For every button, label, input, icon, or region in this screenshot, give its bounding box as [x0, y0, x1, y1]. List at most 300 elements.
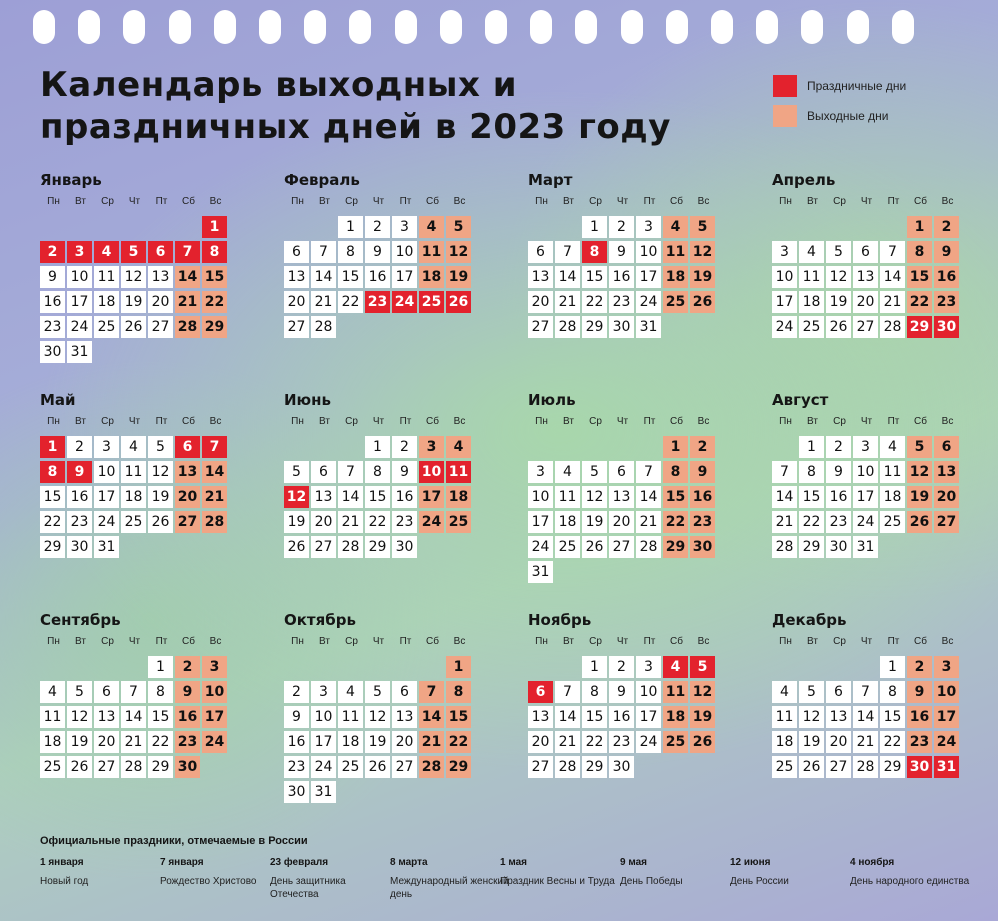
day-cell: 13	[528, 266, 553, 288]
day-cell-weekend: 17	[419, 486, 444, 508]
day-cell: 21	[880, 291, 905, 313]
day-cell: 25	[338, 756, 363, 778]
day-cell: 23	[284, 756, 309, 778]
day-cell: 13	[826, 706, 851, 728]
legend-label-weekend: Выходные дни	[807, 109, 889, 123]
day-cell-holiday: 7	[202, 436, 227, 458]
legend-item-holiday	[773, 75, 906, 97]
day-cell: 24	[636, 291, 661, 313]
weekday-label: Пн	[779, 636, 792, 647]
empty-cell	[826, 656, 851, 678]
empty-cell	[555, 216, 580, 238]
empty-cell	[284, 656, 309, 678]
day-cell: 8	[338, 241, 363, 263]
empty-cell	[121, 216, 146, 238]
weekday-label: Вт	[563, 416, 574, 427]
weekday-label: Сб	[182, 196, 195, 207]
day-cell: 27	[528, 316, 553, 338]
day-cell: 16	[826, 486, 851, 508]
day-cell: 8	[880, 681, 905, 703]
empty-cell	[392, 656, 417, 678]
day-cell-weekend: 10	[934, 681, 959, 703]
day-cell: 12	[67, 706, 92, 728]
day-cell-holiday: 5	[690, 656, 715, 678]
weekday-label: Пт	[155, 636, 168, 647]
day-cell: 9	[365, 241, 390, 263]
weekday-label: Ср	[101, 636, 114, 647]
empty-cell	[338, 656, 363, 678]
day-cell: 16	[67, 486, 92, 508]
weekday-label: Вт	[807, 636, 818, 647]
weekday-label: Чт	[128, 196, 141, 207]
day-cell: 25	[880, 511, 905, 533]
day-cell-weekend: 9	[907, 681, 932, 703]
day-cell: 7	[555, 681, 580, 703]
day-cell: 27	[826, 756, 851, 778]
day-cell-weekend: 29	[202, 316, 227, 338]
empty-cell	[284, 216, 309, 238]
empty-cell	[880, 216, 905, 238]
day-cell: 15	[148, 706, 173, 728]
day-cell: 24	[636, 731, 661, 753]
weekday-label: Чт	[372, 196, 385, 207]
weekday-label: Пн	[47, 416, 60, 427]
day-cell: 27	[528, 756, 553, 778]
day-cell: 22	[799, 511, 824, 533]
day-cell: 6	[826, 681, 851, 703]
day-cell-weekend: 29	[446, 756, 471, 778]
weekday-label: Вт	[563, 636, 574, 647]
day-cell: 23	[67, 511, 92, 533]
day-cell: 18	[772, 731, 797, 753]
weekday-label: Ср	[345, 196, 358, 207]
day-cell-weekend: 19	[690, 266, 715, 288]
day-cell-weekend: 1	[663, 436, 688, 458]
day-cell: 17	[853, 486, 878, 508]
day-cell-weekend: 23	[690, 511, 715, 533]
weekday-label: Вт	[75, 196, 86, 207]
weekday-label: Пн	[291, 196, 304, 207]
day-cell: 13	[311, 486, 336, 508]
day-cell: 13	[609, 486, 634, 508]
binder-ring	[349, 10, 371, 44]
weekday-label: Пт	[399, 636, 412, 647]
month-calendar	[284, 389, 514, 558]
month-calendar	[528, 169, 758, 338]
day-cell-weekend: 5	[907, 436, 932, 458]
day-cell-weekend: 30	[175, 756, 200, 778]
holiday-name: Новый год	[40, 876, 89, 887]
holiday-item	[390, 857, 510, 901]
weekday-label: Пт	[887, 636, 900, 647]
day-cell: 6	[392, 681, 417, 703]
day-cell-holiday: 8	[582, 241, 607, 263]
day-cell: 17	[311, 731, 336, 753]
day-cell: 27	[311, 536, 336, 558]
day-cell: 1	[582, 216, 607, 238]
day-cell: 20	[609, 511, 634, 533]
empty-cell	[284, 436, 309, 458]
holiday-name: День России	[730, 876, 789, 887]
weekday-label: Вс	[209, 416, 222, 427]
day-cell: 6	[94, 681, 119, 703]
day-cell-weekend: 15	[907, 266, 932, 288]
day-cell: 10	[67, 266, 92, 288]
weekday-label: Сб	[914, 636, 927, 647]
binder-ring	[847, 10, 869, 44]
binder-ring	[666, 10, 688, 44]
day-cell-weekend: 4	[419, 216, 444, 238]
day-cell: 5	[826, 241, 851, 263]
legend-swatch-holiday	[773, 75, 797, 97]
day-cell-weekend: 23	[175, 731, 200, 753]
day-cell: 6	[311, 461, 336, 483]
day-cell: 26	[582, 536, 607, 558]
day-cell: 25	[121, 511, 146, 533]
binder-ring	[169, 10, 191, 44]
day-cell: 2	[826, 436, 851, 458]
binder-ring	[711, 10, 733, 44]
weekday-label: Чт	[128, 416, 141, 427]
weekday-label: Чт	[616, 416, 629, 427]
day-cell-holiday: 24	[392, 291, 417, 313]
day-cell: 21	[853, 731, 878, 753]
month-name: Июль	[528, 391, 576, 409]
day-cell: 5	[284, 461, 309, 483]
day-cell: 8	[582, 681, 607, 703]
empty-cell	[40, 216, 65, 238]
day-cell-weekend: 11	[419, 241, 444, 263]
weekday-label: Пт	[643, 416, 656, 427]
day-cell-holiday: 6	[175, 436, 200, 458]
weekday-label: Вт	[319, 196, 330, 207]
day-grid	[772, 216, 998, 338]
day-cell: 23	[826, 511, 851, 533]
day-cell: 19	[365, 731, 390, 753]
day-cell-weekend: 3	[934, 656, 959, 678]
empty-cell	[175, 216, 200, 238]
empty-cell	[67, 656, 92, 678]
weekday-label: Вс	[697, 636, 710, 647]
day-cell: 23	[609, 731, 634, 753]
binder-rings	[0, 0, 998, 50]
day-cell: 14	[880, 266, 905, 288]
day-cell-weekend: 2	[934, 216, 959, 238]
day-cell-weekend: 27	[175, 511, 200, 533]
day-cell-weekend: 18	[663, 266, 688, 288]
binder-ring	[214, 10, 236, 44]
empty-cell	[826, 216, 851, 238]
day-cell: 14	[636, 486, 661, 508]
day-cell: 19	[582, 511, 607, 533]
day-cell-weekend: 10	[202, 681, 227, 703]
official-holidays	[40, 835, 970, 900]
day-cell: 9	[609, 681, 634, 703]
day-cell: 2	[284, 681, 309, 703]
weekday-header	[772, 635, 998, 655]
empty-cell	[609, 436, 634, 458]
day-cell: 27	[392, 756, 417, 778]
weekday-label: Вт	[319, 416, 330, 427]
day-cell-weekend: 22	[446, 731, 471, 753]
day-cell: 21	[555, 731, 580, 753]
binder-ring	[33, 10, 55, 44]
day-cell: 5	[148, 436, 173, 458]
day-cell-holiday: 2	[40, 241, 65, 263]
day-cell-weekend: 16	[175, 706, 200, 728]
day-cell-holiday: 1	[202, 216, 227, 238]
day-cell: 10	[94, 461, 119, 483]
day-cell: 9	[284, 706, 309, 728]
day-cell: 2	[392, 436, 417, 458]
weekday-label: Пт	[887, 416, 900, 427]
day-cell-holiday: 1	[40, 436, 65, 458]
day-cell: 27	[853, 316, 878, 338]
empty-cell	[555, 656, 580, 678]
weekday-label: Ср	[589, 416, 602, 427]
weekday-label: Вс	[941, 416, 954, 427]
day-cell-weekend: 28	[202, 511, 227, 533]
day-cell: 3	[636, 656, 661, 678]
day-cell: 2	[609, 216, 634, 238]
day-cell-weekend: 14	[202, 461, 227, 483]
day-cell: 4	[799, 241, 824, 263]
day-cell-weekend: 26	[690, 291, 715, 313]
day-cell: 13	[148, 266, 173, 288]
day-cell-weekend: 30	[690, 536, 715, 558]
day-cell: 19	[148, 486, 173, 508]
day-cell: 26	[826, 316, 851, 338]
day-cell: 10	[528, 486, 553, 508]
day-cell-weekend: 21	[202, 486, 227, 508]
day-cell: 29	[799, 536, 824, 558]
weekday-label: Вс	[697, 416, 710, 427]
day-cell-weekend: 8	[907, 241, 932, 263]
day-cell: 19	[284, 511, 309, 533]
day-cell-weekend: 19	[446, 266, 471, 288]
day-cell: 7	[121, 681, 146, 703]
day-cell-weekend: 12	[446, 241, 471, 263]
day-cell-weekend: 21	[419, 731, 444, 753]
day-cell: 8	[799, 461, 824, 483]
day-cell: 26	[365, 756, 390, 778]
day-cell: 3	[528, 461, 553, 483]
day-cell-weekend: 4	[663, 216, 688, 238]
weekday-label: Пн	[779, 416, 792, 427]
day-cell: 18	[799, 291, 824, 313]
day-cell: 30	[67, 536, 92, 558]
day-cell: 10	[772, 266, 797, 288]
holiday-item	[40, 857, 160, 888]
day-cell-weekend: 4	[446, 436, 471, 458]
day-cell: 13	[284, 266, 309, 288]
binder-ring	[756, 10, 778, 44]
day-cell: 19	[799, 731, 824, 753]
day-cell: 6	[528, 241, 553, 263]
day-cell: 21	[555, 291, 580, 313]
day-cell: 28	[772, 536, 797, 558]
day-cell: 6	[284, 241, 309, 263]
day-cell: 1	[338, 216, 363, 238]
weekday-label: Ср	[345, 416, 358, 427]
empty-cell	[772, 216, 797, 238]
day-grid	[40, 436, 270, 558]
weekday-label: Пн	[47, 636, 60, 647]
holiday-name: День защитника Отечества	[270, 876, 346, 900]
day-cell: 29	[582, 756, 607, 778]
weekday-label: Сб	[670, 196, 683, 207]
holiday-item	[850, 857, 970, 888]
day-cell: 26	[121, 316, 146, 338]
holiday-name: Международный женский день	[390, 876, 509, 900]
day-cell: 30	[609, 316, 634, 338]
day-cell: 29	[880, 756, 905, 778]
weekday-label: Пт	[155, 196, 168, 207]
weekday-label: Ср	[589, 196, 602, 207]
binder-ring	[78, 10, 100, 44]
empty-cell	[528, 436, 553, 458]
weekday-label: Вт	[75, 416, 86, 427]
binder-ring	[892, 10, 914, 44]
day-grid	[528, 216, 758, 338]
day-cell: 28	[636, 536, 661, 558]
day-cell-weekend: 24	[934, 731, 959, 753]
day-cell: 31	[67, 341, 92, 363]
day-cell-weekend: 22	[907, 291, 932, 313]
weekday-label: Вт	[563, 196, 574, 207]
day-cell-weekend: 18	[663, 706, 688, 728]
day-cell: 11	[94, 266, 119, 288]
day-cell-weekend: 16	[934, 266, 959, 288]
day-cell: 25	[799, 316, 824, 338]
day-cell-weekend: 22	[202, 291, 227, 313]
empty-cell	[311, 216, 336, 238]
day-cell: 19	[67, 731, 92, 753]
empty-cell	[772, 436, 797, 458]
day-cell: 2	[67, 436, 92, 458]
weekday-label: Пн	[779, 196, 792, 207]
day-cell: 31	[636, 316, 661, 338]
day-cell-weekend: 8	[446, 681, 471, 703]
weekday-label: Вс	[453, 416, 466, 427]
day-cell: 18	[338, 731, 363, 753]
empty-cell	[636, 436, 661, 458]
day-cell: 12	[121, 266, 146, 288]
day-cell: 30	[826, 536, 851, 558]
day-cell: 5	[365, 681, 390, 703]
day-cell: 25	[555, 536, 580, 558]
day-cell-weekend: 5	[446, 216, 471, 238]
day-cell-weekend: 13	[934, 461, 959, 483]
weekday-label: Пн	[47, 196, 60, 207]
day-cell: 22	[880, 731, 905, 753]
day-grid	[772, 656, 998, 778]
weekday-label: Чт	[128, 636, 141, 647]
day-cell-holiday: 9	[67, 461, 92, 483]
legend-swatch-weekend	[773, 105, 797, 127]
day-cell-holiday: 26	[446, 291, 471, 313]
day-cell: 30	[40, 341, 65, 363]
day-cell-holiday: 5	[121, 241, 146, 263]
day-cell: 8	[148, 681, 173, 703]
day-cell-weekend: 1	[907, 216, 932, 238]
day-cell: 26	[148, 511, 173, 533]
weekday-label: Чт	[860, 196, 873, 207]
holiday-date: 9 мая	[620, 857, 648, 868]
weekday-label: Сб	[182, 416, 195, 427]
weekday-label: Ср	[833, 416, 846, 427]
day-cell: 19	[121, 291, 146, 313]
binder-ring	[440, 10, 462, 44]
day-cell: 6	[609, 461, 634, 483]
day-cell-weekend: 5	[690, 216, 715, 238]
day-cell-holiday: 30	[934, 316, 959, 338]
holiday-name: Праздник Весны и Труда	[500, 876, 615, 887]
empty-cell	[555, 436, 580, 458]
day-cell: 22	[582, 291, 607, 313]
day-cell: 31	[528, 561, 553, 583]
day-cell: 16	[609, 706, 634, 728]
binder-ring	[621, 10, 643, 44]
day-cell: 28	[880, 316, 905, 338]
day-cell-weekend: 15	[202, 266, 227, 288]
day-cell: 27	[94, 756, 119, 778]
day-cell: 27	[148, 316, 173, 338]
day-cell: 20	[528, 291, 553, 313]
holiday-date: 4 ноября	[850, 857, 895, 868]
empty-cell	[365, 656, 390, 678]
day-cell: 6	[853, 241, 878, 263]
day-cell: 14	[121, 706, 146, 728]
weekday-header	[284, 195, 514, 215]
day-cell-weekend: 25	[663, 731, 688, 753]
weekday-label: Ср	[833, 196, 846, 207]
weekday-header	[284, 415, 514, 435]
weekday-header	[40, 195, 270, 215]
weekday-label: Вс	[941, 636, 954, 647]
day-cell-holiday: 6	[528, 681, 553, 703]
month-calendar	[284, 609, 514, 803]
day-cell: 15	[799, 486, 824, 508]
weekday-label: Ср	[101, 416, 114, 427]
day-cell: 21	[772, 511, 797, 533]
day-cell: 1	[365, 436, 390, 458]
binder-ring	[123, 10, 145, 44]
day-cell: 20	[853, 291, 878, 313]
day-cell: 4	[555, 461, 580, 483]
day-cell: 2	[609, 656, 634, 678]
binder-ring	[485, 10, 507, 44]
day-cell: 20	[528, 731, 553, 753]
day-cell: 22	[40, 511, 65, 533]
day-cell-weekend: 27	[934, 511, 959, 533]
day-cell: 18	[121, 486, 146, 508]
day-cell-holiday: 7	[175, 241, 200, 263]
day-cell: 29	[365, 536, 390, 558]
day-cell: 9	[609, 241, 634, 263]
day-cell: 7	[555, 241, 580, 263]
day-cell-weekend: 2	[690, 436, 715, 458]
day-cell-holiday: 11	[446, 461, 471, 483]
day-cell: 17	[528, 511, 553, 533]
weekday-header	[528, 195, 758, 215]
day-cell: 26	[799, 756, 824, 778]
month-calendar	[284, 169, 514, 338]
day-cell: 3	[772, 241, 797, 263]
day-cell: 16	[365, 266, 390, 288]
weekday-label: Пт	[643, 636, 656, 647]
holiday-date: 8 марта	[390, 857, 428, 868]
